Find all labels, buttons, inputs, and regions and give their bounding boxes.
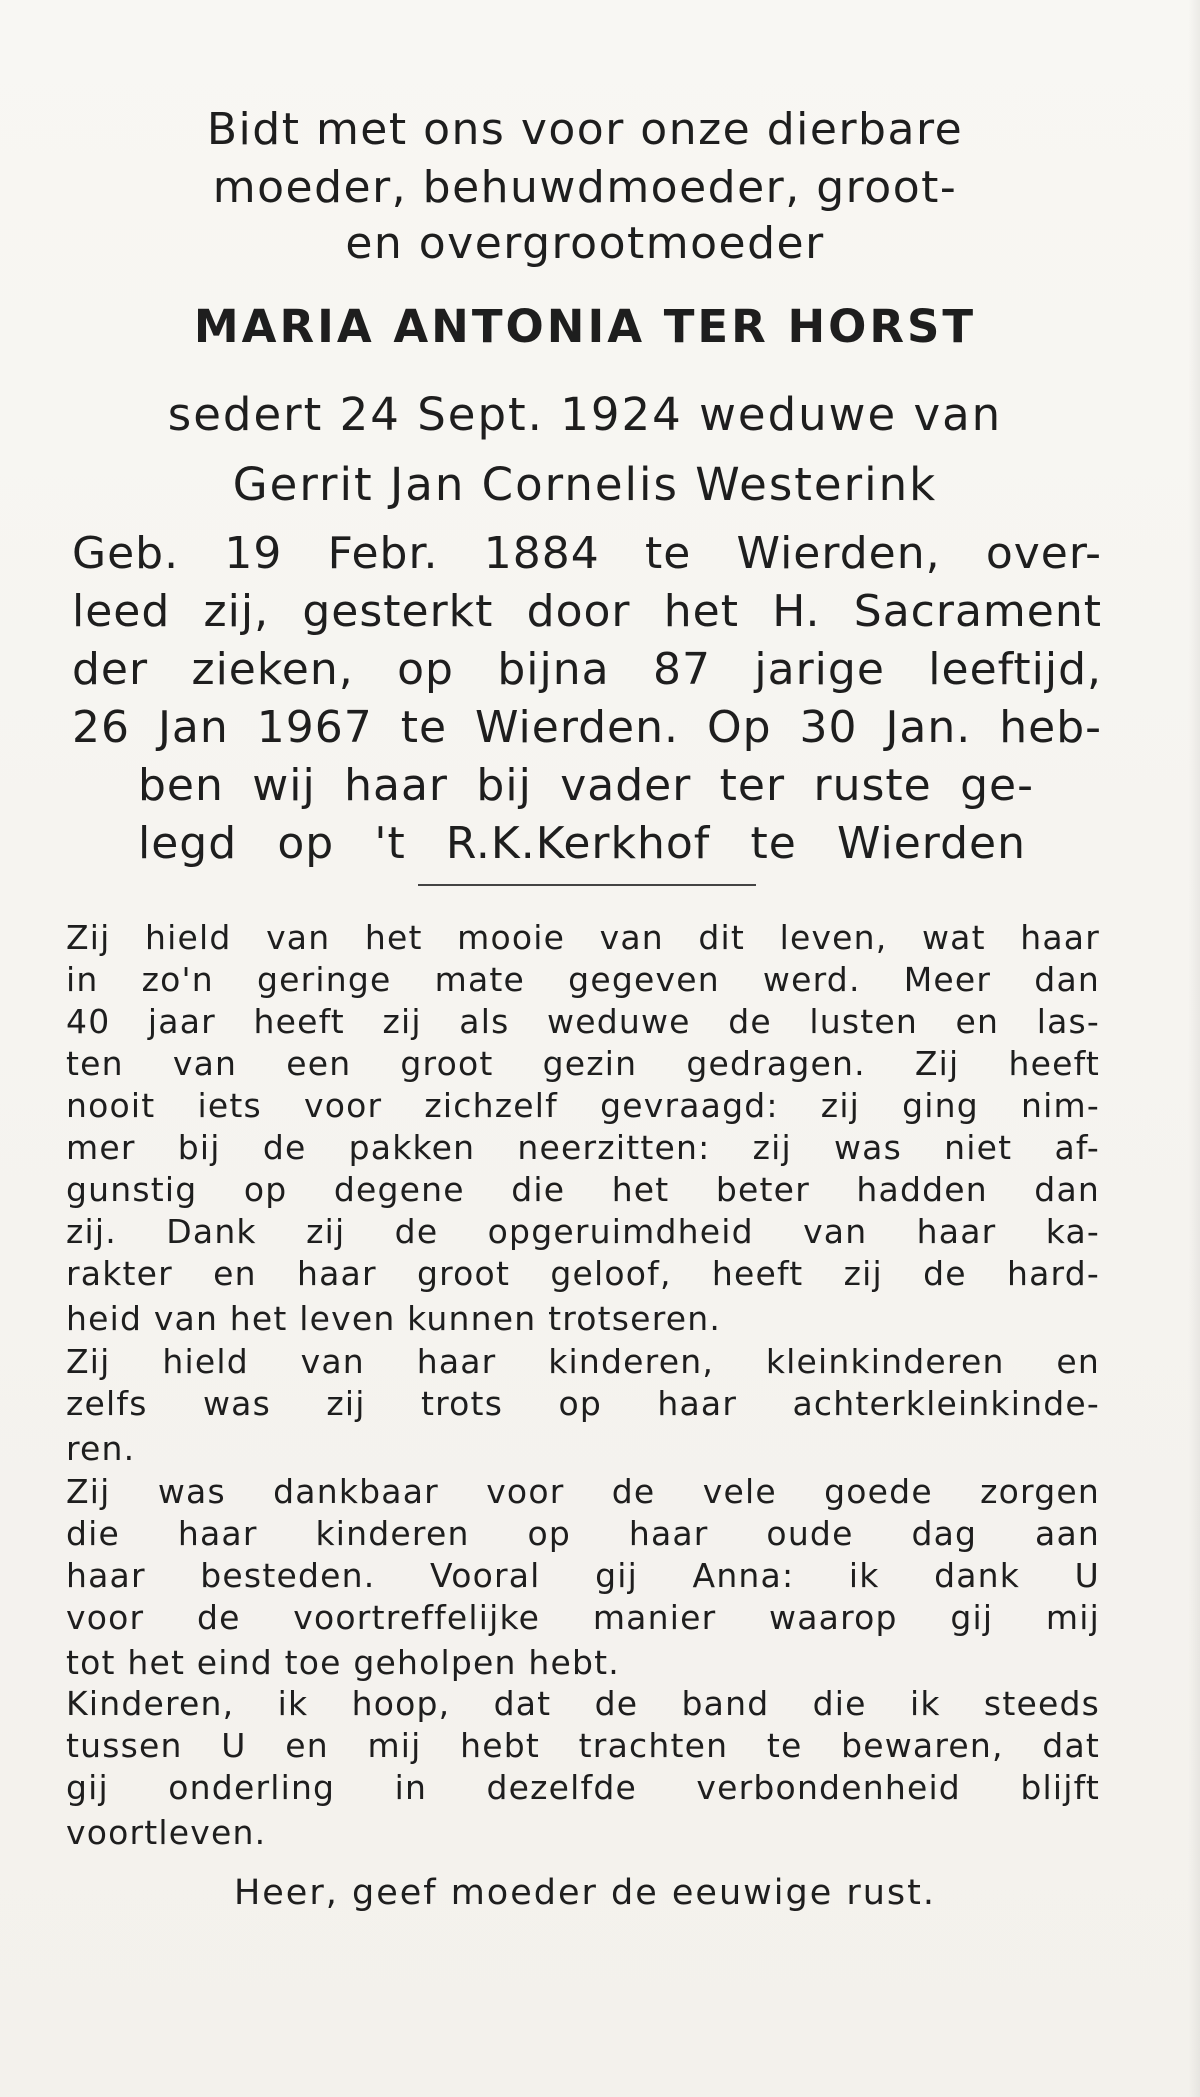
body-line: tussen U en mij hebt trachten te bewaren, dat (66, 1726, 1100, 1765)
closing-prayer: Heer, geef moeder de eeuwige rust. (233, 1873, 937, 1913)
body-line: gij onderling in dezelfde verbondenheid blijft (66, 1768, 1100, 1807)
body-line: Zij was dankbaar voor de vele goede zorgen (66, 1472, 1100, 1511)
body-line: voortleven. (66, 1813, 267, 1852)
body-line: voor de voortreffelijke manier waarop gij mij (66, 1598, 1100, 1637)
bio-line: Geb. 19 Febr. 1884 te Wierden, over- (72, 528, 1102, 579)
body-line: mer bij de pakken neerzitten: zij was niet af- (66, 1128, 1100, 1167)
spouse-name: Gerrit Jan Cornelis Westerink (232, 458, 938, 511)
divider (418, 884, 756, 886)
body-line: haar besteden. Vooral gij Anna: ik dank U (66, 1556, 1100, 1595)
body-line: Zij hield van het mooie van dit leven, wat haar (66, 918, 1100, 957)
body-line: heid van het leven kunnen trotseren. (66, 1299, 722, 1338)
widow-line: sedert 24 Sept. 1924 weduwe van (167, 388, 1003, 441)
intro-line: moeder, behuwdmoeder, groot- (212, 162, 958, 213)
deceased-name: MARIA ANTONIA TER HORST (193, 300, 977, 353)
intro-line: Bidt met ons voor onze dierbare (206, 104, 964, 155)
body-line: ten van een groot gezin gedragen. Zij heeft (66, 1044, 1100, 1083)
body-line: gunstig op degene die het beter hadden dan (66, 1170, 1100, 1209)
body-line: Kinderen, ik hoop, dat de band die ik steeds (66, 1684, 1100, 1723)
card-edge-shadow (1188, 0, 1200, 2097)
bio-line: 26 Jan 1967 te Wierden. Op 30 Jan. heb- (72, 702, 1102, 753)
body-line: tot het eind toe geholpen hebt. (66, 1643, 620, 1682)
body-line: zij. Dank zij de opgeruimdheid van haar ka- (66, 1212, 1100, 1251)
body-line: die haar kinderen op haar oude dag aan (66, 1514, 1100, 1553)
body-line: in zo'n geringe mate gegeven werd. Meer dan (66, 960, 1100, 999)
body-line: ren. (66, 1429, 136, 1468)
body-line: zelfs was zij trots op haar achterkleinkinde- (66, 1384, 1100, 1423)
body-line: Zij hield van haar kinderen, kleinkinderen en (66, 1342, 1100, 1381)
bio-line: leed zij, gesterkt door het H. Sacrament (72, 586, 1102, 637)
body-line: 40 jaar heeft zij als weduwe de lusten en las- (66, 1002, 1100, 1041)
body-line: nooit iets voor zichzelf gevraagd: zij ging nim- (66, 1086, 1100, 1125)
bio-line: legd op 't R.K.Kerkhof te Wierden (138, 818, 1026, 869)
body-line: rakter en haar groot geloof, heeft zij de hard- (66, 1254, 1100, 1293)
bio-line: der zieken, op bijna 87 jarige leeftijd, (72, 644, 1102, 695)
intro-line: en overgrootmoeder (345, 218, 825, 269)
bio-line: ben wij haar bij vader ter ruste ge- (138, 760, 1034, 811)
